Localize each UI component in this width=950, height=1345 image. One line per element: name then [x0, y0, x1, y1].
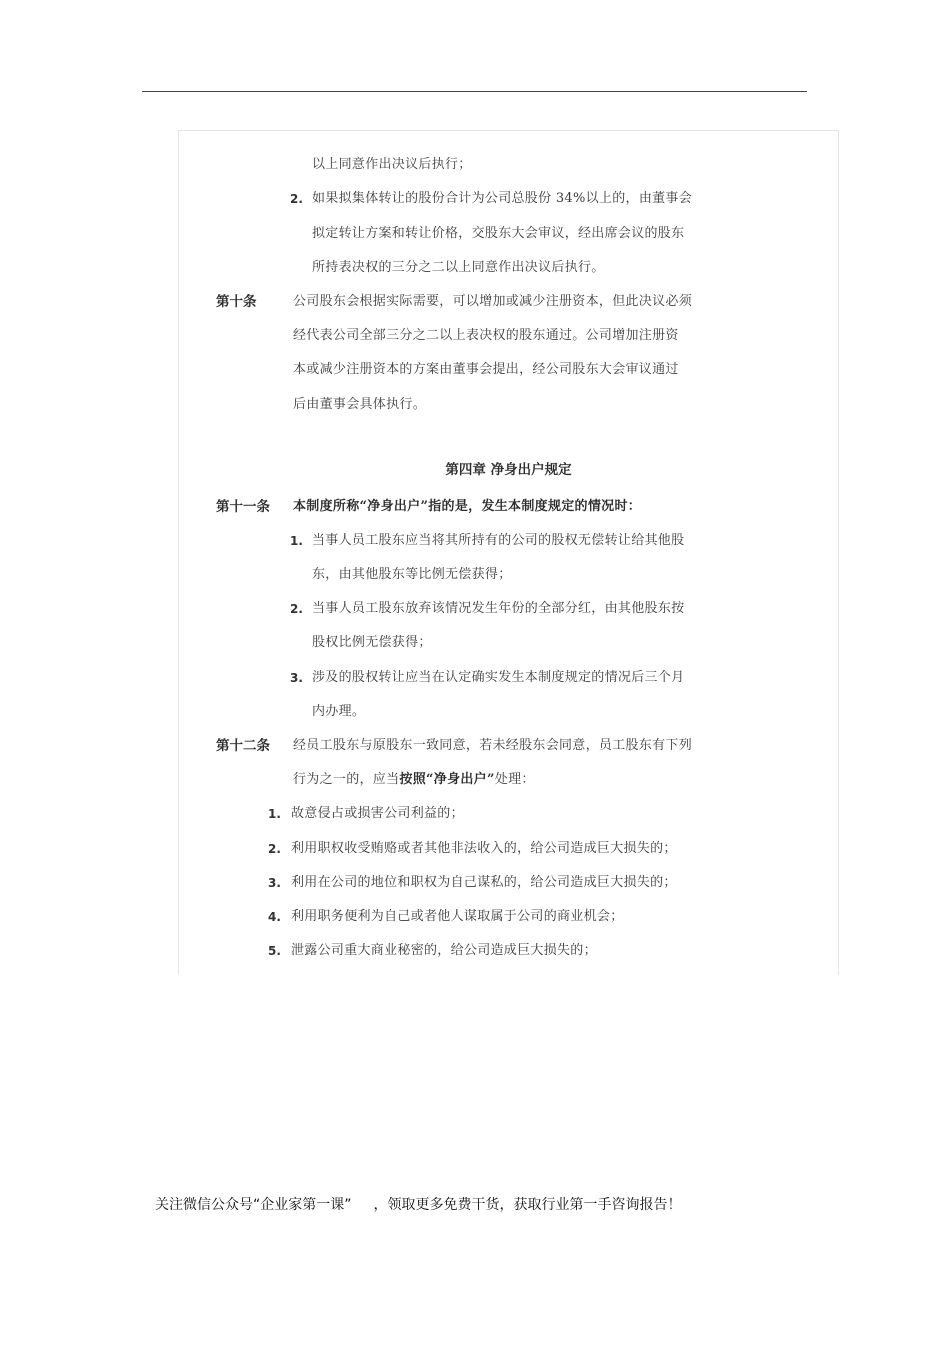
item-number: 3.: [268, 876, 281, 890]
article-12-label: 第十二条: [216, 738, 270, 754]
paragraph-line: 当事人员工股东放弃该情况发生年份的全部分红，由其他股东按: [312, 601, 685, 616]
continuation-line: 以上同意作出决议后执行；: [312, 157, 472, 172]
text-span: 行为之一的，应当: [293, 772, 400, 787]
paragraph-line: 拟定转让方案和转让价格，交股东大会审议，经出席会议的股东: [312, 226, 685, 241]
paragraph-line: 东，由其他股东等比例无偿获得；: [312, 567, 512, 582]
item-number: 2.: [290, 602, 303, 616]
list-item: 利用职权收受贿赂或者其他非法收入的，给公司造成巨大损失的；: [291, 841, 677, 856]
item-number: 3.: [290, 671, 303, 685]
item-number: 4.: [268, 910, 281, 924]
paragraph-line: 股权比例无偿获得；: [312, 635, 432, 650]
item-number: 1.: [290, 534, 303, 548]
paragraph-line: 公司股东会根据实际需要，可以增加或减少注册资本，但此决议必须: [293, 294, 693, 309]
paragraph-line: 如果拟集体转让的股份合计为公司总股份 34%以上的，由董事会: [312, 191, 693, 206]
text-span: 处理：: [494, 772, 535, 787]
paragraph-line: 本或减少注册资本的方案由董事会提出，经公司股东大会审议通过: [293, 362, 679, 377]
header-rule: [142, 91, 807, 92]
list-item: 利用在公司的地位和职权为自己谋私的，给公司造成巨大损失的；: [291, 875, 677, 890]
item-number: 2.: [268, 842, 281, 856]
article-11-intro: 本制度所称“净身出户”指的是，发生本制度规定的情况时：: [293, 499, 642, 514]
item-number: 2.: [290, 192, 303, 206]
paragraph-line: 当事人员工股东应当将其所持有的公司的股权无偿转让给其他股: [312, 533, 685, 548]
list-item: 故意侵占或损害公司利益的；: [291, 806, 464, 821]
footer-part-1: 关注微信公众号“企业家第一课”: [155, 1197, 352, 1213]
item-number: 1.: [268, 807, 281, 821]
paragraph-line: 经员工股东与原股东一致同意，若未经股东会同意，员工股东有下列: [293, 738, 693, 753]
chapter-title: 第四章 净身出户规定: [445, 462, 572, 478]
emphasis-span: 按照“净身出户”: [399, 772, 495, 787]
footer-part-2: ，领取更多免费干货，获取行业第一手咨询报告！: [373, 1197, 682, 1213]
article-10-label: 第十条: [216, 294, 257, 310]
item-number: 5.: [268, 944, 281, 958]
paragraph-line: 涉及的股权转让应当在认定确实发生本制度规定的情况后三个月: [312, 670, 685, 685]
paragraph-line: [293, 771, 535, 789]
article-11-label: 第十一条: [216, 499, 270, 515]
footer-promo-text: [155, 1195, 682, 1215]
list-item: 泄露公司重大商业秘密的，给公司造成巨大损失的；: [291, 943, 597, 958]
paragraph-line: 所持表决权的三分之二以上同意作出决议后执行。: [312, 260, 605, 275]
paragraph-line: 经代表公司全部三分之二以上表决权的股东通过。公司增加注册资: [293, 328, 679, 343]
paragraph-line: 后由董事会具体执行。: [293, 397, 427, 412]
list-item: 利用职务便利为自己或者他人谋取属于公司的商业机会；: [291, 909, 624, 924]
paragraph-line: 内办理。: [312, 704, 366, 719]
